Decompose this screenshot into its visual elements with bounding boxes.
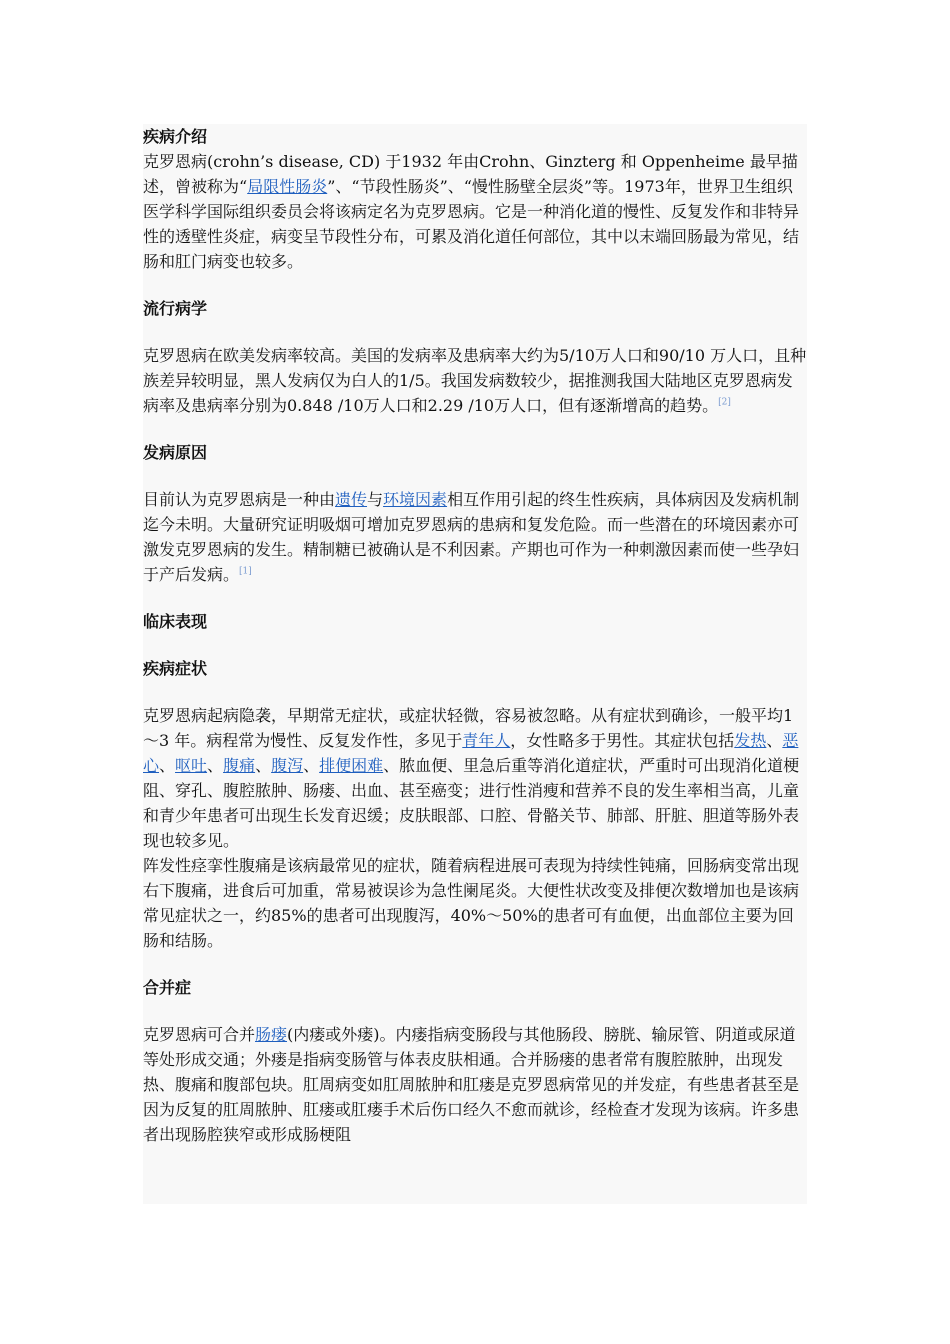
text-run: 克罗恩病起病隐袭，早期常无症状，或症状轻微，容易被忽略。从有症状到确诊，一般平均1～3 年。病程常为慢性、反复发作性，多见于 [143, 706, 794, 750]
text-run: 、脓血便、里急后重等消化道症状，严重时可出现消化道梗阻、穿孔、腹腔脓肿、肠瘘、出血、甚至癌变；进行性消瘦和营养不良的发生率相当高，儿童和青少年患者可出现生长发育迟缓；皮肤眼部、口腔、骨骼关节、肺部、肝脏、胆道等肠外表现也较多见。 [143, 756, 800, 850]
term-link[interactable]: 青年人 [462, 731, 511, 750]
term-link[interactable]: 恶心 [143, 731, 799, 775]
text-run: ，女性略多于男性。其症状包括 [510, 731, 735, 750]
term-link[interactable]: 腹痛 [223, 756, 256, 775]
paragraph [143, 487, 807, 587]
section-heading: 流行病学 [143, 299, 208, 318]
section-2 [143, 418, 807, 587]
term-link[interactable]: 遗传 [335, 490, 368, 509]
text-run: (内瘘或外瘘)。内瘘指病变肠段与其他肠段、膀胱、输尿管、阴道或尿道等处形成交通；外瘘是指病变肠管与体表皮肤相通。合并肠瘘的患者常有腹腔脓肿，出现发热、腹痛和腹部包块。肛周病变如肛周脓肿和肛瘘是克罗恩病常见的并发症，有些患者甚至是因为反复的肛周脓肿、肛瘘或肛瘘手术后伤口经久不愈而就诊，经检查才发现为该病。许多患者出现肠腔狭窄或形成肠梗阻 [143, 1025, 800, 1144]
text-run: 阵发性痉挛性腹痛是该病最常见的症状，随着病程进展可表现为持续性钝痛，回肠病变常出现右下腹痛，进食后可加重，常易被误诊为急性阑尾炎。大便性状改变及排便次数增加也是该病常见症状之一，约85%的患者可出现腹泻，40%～50%的患者可有血便，出血部位主要为回肠和结肠。 [143, 856, 800, 950]
text-run: 、 [766, 731, 783, 750]
section-heading: 临床表现 [143, 612, 208, 631]
section-4 [143, 634, 807, 953]
section-0 [143, 124, 807, 274]
section-heading: 疾病介绍 [143, 127, 208, 146]
paragraph [143, 1022, 807, 1147]
text-run: 、 [159, 756, 176, 775]
text-run: 、 [303, 756, 320, 775]
term-link[interactable]: 发热 [734, 731, 767, 750]
text-run: 与 [367, 490, 384, 509]
section-3 [143, 587, 807, 634]
term-link[interactable]: 呕吐 [175, 756, 208, 775]
paragraph [143, 343, 807, 418]
text-run: 克罗恩病(crohn’s disease, CD) 于1932 年由Crohn、Ginzterg 和 Oppenheime 最早描述，曾被称为“ [143, 152, 798, 196]
paragraph [143, 703, 807, 853]
reference-marker[interactable]: [1] [239, 566, 252, 577]
text-run: 克罗恩病在欧美发病率较高。美国的发病率及患病率大约为5/10万人口和90/10 万人口，且种族差异较明显，黑人发病仅为白人的1/5。我国发病数较少，据推测我国大陆地区克罗恩病发病率及患病率分别为0.848 /10万人口和2.29 /10万人口，但有逐渐增高的趋势。 [143, 346, 807, 415]
term-link[interactable]: 肠瘘 [255, 1025, 288, 1044]
term-link[interactable]: 腹泻 [271, 756, 304, 775]
section-1 [143, 274, 807, 418]
section-heading: 发病原因 [143, 443, 208, 462]
section-5 [143, 953, 807, 1147]
section-heading: 疾病症状 [143, 659, 208, 678]
text-run: ”、“节段性肠炎”、“慢性肠壁全层炎”等。1973年，世界卫生组织医学科学国际组织委员会将该病定名为克罗恩病。它是一种消化道的慢性、反复发作和非特异性的透壁性炎症，病变呈节段性分布，可累及消化道任何部位，其中以末端回肠最为常见，结肠和肛门病变也较多。 [143, 177, 800, 271]
term-link[interactable]: 局限性肠炎 [247, 177, 328, 196]
term-link[interactable]: 环境因素 [383, 490, 448, 509]
reference-marker[interactable]: [2] [718, 397, 731, 408]
text-run: 、 [207, 756, 224, 775]
paragraph [143, 853, 807, 953]
section-heading: 合并症 [143, 978, 192, 997]
text-run: 、 [255, 756, 272, 775]
text-run: 克罗恩病可合并 [143, 1025, 256, 1044]
term-link[interactable]: 排便困难 [319, 756, 384, 775]
text-run: 目前认为克罗恩病是一种由 [143, 490, 336, 509]
document-page [143, 124, 807, 1204]
paragraph [143, 149, 807, 274]
document-content [143, 124, 807, 1147]
text-run: 相互作用引起的终生性疾病，具体病因及发病机制迄今未明。大量研究证明吸烟可增加克罗恩病的患病和复发危险。而一些潜在的环境因素亦可激发克罗恩病的发生。精制糖已被确认是不利因素。产期也可作为一种刺激因素而使一些孕妇于产后发病。 [143, 490, 800, 584]
